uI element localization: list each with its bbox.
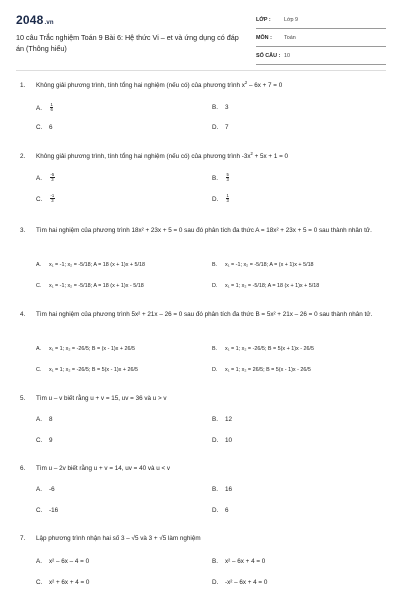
option-value: 9 [49,437,53,444]
option-d[interactable] [212,506,229,515]
option-label: A. [36,558,42,565]
question-text-part: + 5x + 1 = 0 [252,153,289,160]
question-number: 7. [20,535,26,542]
class-label: LỚP : [256,17,271,23]
option-value: x₁ = -1; x₂ = -5/18; A = 18 (x + 1)x + 5/18 [49,262,146,268]
option-label: B. [212,416,218,423]
option-label: C. [36,195,43,203]
option-label: A. [36,416,42,423]
option-d[interactable] [212,366,311,375]
option-label: C. [36,579,43,586]
fraction-numerator: 1 [50,102,53,107]
meta-table [256,14,386,68]
option-c[interactable] [36,123,53,132]
count-value: 10 [284,53,290,59]
option-label: A. [36,486,42,493]
option-a[interactable] [36,557,89,566]
option-label: B. [212,174,218,182]
option-value: x₁ = 1; x₂ = -26/5; B = (x - 1)x + 26/5 [49,346,136,352]
option-label: D. [212,124,219,131]
option-d[interactable] [212,436,232,445]
option-a[interactable] [36,103,54,113]
option-value: x² – 6x + 4 = 0 [225,558,266,565]
question-number: 2. [20,153,26,160]
option-value: 8 [49,416,53,423]
fraction-numerator: -5 [50,172,55,177]
option-label: C. [36,283,42,289]
question-text: Tìm hai nghiệm của phương trình 5x² + 21x – 26 = 0 sau đó phân tích đa thức B = 5x² + 21x – 26 = 0 sau thành nhân tử. [36,311,373,318]
option-c[interactable] [36,436,53,445]
site-logo[interactable] [16,13,54,27]
option-value: -16 [49,507,59,514]
question-text: Tìm u – 2v biết rằng u + v = 14, uv = 40 và u < v [36,465,171,472]
option-c[interactable] [36,282,144,291]
document-title: 10 câu Trắc nghiệm Toán 9 Bài 6: Hệ thức Vi – et và ứng dụng có đáp án (Thông hiểu) [16,33,239,53]
question-text-exponent: 2 [244,79,248,85]
option-value: 10 [225,437,233,444]
option-label: C. [36,437,43,444]
option-label: D. [212,195,219,203]
option-label: B. [212,346,218,352]
count-label: SỐ CÂU : [256,53,281,59]
fraction [50,173,55,183]
option-label: A. [36,262,42,268]
option-label: B. [212,558,218,565]
option-value: x² – 6x – 4 = 0 [49,558,90,565]
fraction-denominator: 3 [226,177,229,183]
option-value: x₁ = 1; x₂ = -26/5; B = 5(x + 1)x - 26/5 [225,346,315,352]
fraction-denominator: 3 [51,177,54,183]
question-number: 1. [20,82,26,89]
option-value: 6 [49,124,53,131]
question-text [36,152,376,162]
option-d[interactable] [212,194,230,204]
fraction [50,194,55,204]
option-a[interactable] [36,173,56,183]
question-number: 3. [20,227,26,234]
option-label: C. [36,367,42,373]
question-text-part: Không giải phương trình, tính tổng hai nghiệm (nếu có) của phương trình -3x [36,153,251,160]
subject-value: Toán [284,35,296,41]
option-c[interactable] [36,506,58,515]
question-text-part: – 6x + 7 = 0 [247,82,283,89]
option-value: x² + 6x + 4 = 0 [49,579,90,586]
option-a[interactable] [36,261,145,270]
meta-row-class [256,14,386,29]
question-text-part: Không giải phương trình, tính tổng hai nghiệm (nếu có) của phương trình x [36,82,245,89]
option-a[interactable] [36,415,53,424]
option-value: -6 [49,486,55,493]
option-c[interactable] [36,194,56,204]
option-value: x₁ = 1; x₂ = -26/5; B = 5(x - 1)x + 26/5 [49,367,139,373]
option-label: D. [212,283,218,289]
option-value: 3 [225,104,229,111]
question-number: 6. [20,465,26,472]
option-d[interactable] [212,123,229,132]
fraction-numerator: -1 [50,193,55,198]
option-value: -x² – 6x + 4 = 0 [225,579,268,586]
option-label: A. [36,174,42,182]
option-value: x₁ = 1; x₂ = 26/5; B = 5(x - 1)x - 26/5 [225,367,311,373]
option-value: 16 [225,486,233,493]
option-value: x₁ = 1; x₂ = -5/18; A = 18 (x + 1)x + 5/18 [225,283,320,289]
meta-row-subject [256,32,386,47]
question-text: Tìm hai nghiệm của phương trình 18x² + 23x + 5 = 0 sau đó phân tích đa thức A = 18x² + 23x + 5 = 0 sau thành nhân tử. [36,227,372,234]
option-label: D. [212,507,219,514]
fraction [50,103,53,113]
subject-label: MÔN : [256,35,272,41]
question-text-exponent: 2 [250,150,253,156]
option-label: D. [212,579,219,586]
option-value: 12 [225,416,233,423]
question-text: Tìm u – v biết rằng u + v = 15, uv = 36 và u > v [36,395,167,402]
option-label: B. [212,262,218,268]
option-a[interactable] [36,485,55,494]
class-value: Lớp 9 [284,17,299,23]
logo-text: 2048 [16,13,44,27]
question-text [36,81,376,91]
fraction-denominator: 6 [50,107,53,113]
option-value: 6 [225,507,229,514]
fraction-numerator: 1 [226,193,229,198]
option-b[interactable] [212,345,314,354]
option-b[interactable] [212,557,265,566]
option-c[interactable] [36,578,89,587]
option-b[interactable] [212,415,232,424]
question-number: 5. [20,395,26,402]
option-b[interactable] [212,173,230,183]
fraction [226,173,229,183]
option-b[interactable] [212,261,314,270]
meta-row-count [256,50,386,65]
fraction-denominator: 3 [51,198,54,204]
option-label: B. [212,104,218,111]
option-label: A. [36,104,42,112]
worksheet-header [0,0,400,68]
question-text: Lập phương trình nhận hai số 3 – √5 và 3 + √5 làm nghiệm [36,535,201,542]
option-label: C. [36,124,43,131]
logo-suffix: .vn [44,20,54,26]
fraction [226,194,229,204]
option-b[interactable] [212,485,232,494]
option-label: C. [36,507,43,514]
option-value: 7 [225,124,229,131]
option-label: D. [212,437,219,444]
option-d[interactable] [212,578,267,587]
question-number: 4. [20,311,26,318]
option-value: x₁ = -1; x₂ = -5/18; A = 18 (x + 1)x - 5/18 [49,283,144,289]
option-c[interactable] [36,366,138,375]
fraction-numerator: 5 [226,172,229,177]
option-label: A. [36,346,42,352]
option-label: D. [212,367,218,373]
option-b[interactable] [212,103,229,112]
fraction-denominator: 3 [226,198,229,204]
option-d[interactable] [212,282,319,291]
option-value: x₁ = -1; x₂ = -5/18; A = (x + 1)x + 5/18 [225,262,314,268]
option-label: B. [212,486,218,493]
option-a[interactable] [36,345,135,354]
header-divider [16,70,386,71]
